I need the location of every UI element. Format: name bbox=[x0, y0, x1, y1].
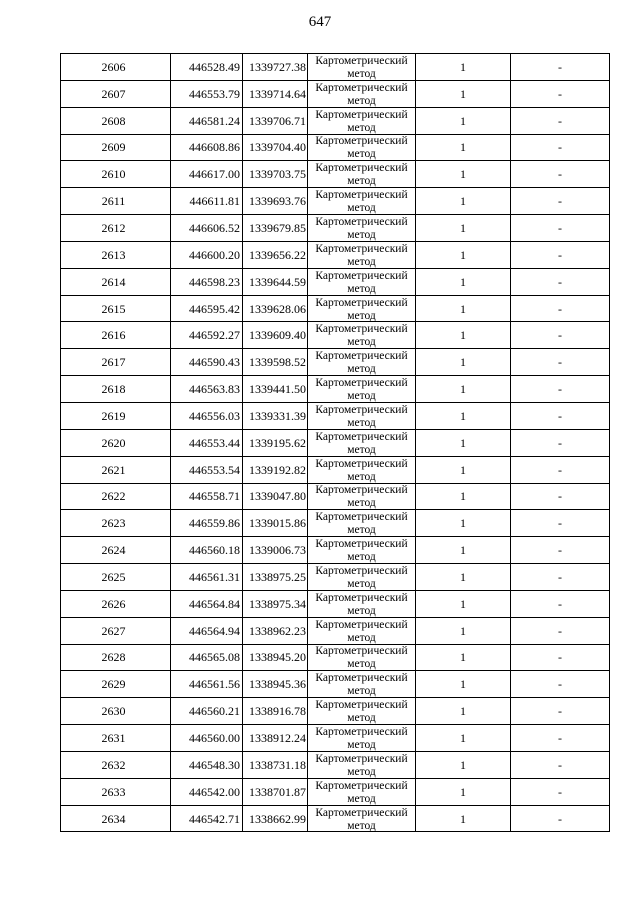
note-cell: - bbox=[511, 134, 610, 161]
note-cell: - bbox=[511, 349, 610, 376]
method-text-line2: метод bbox=[347, 443, 376, 456]
method-text-line1: Картометрический bbox=[315, 457, 408, 470]
method-cell bbox=[308, 456, 416, 483]
point-number-cell: 2617 bbox=[61, 349, 171, 376]
method-cell bbox=[308, 564, 416, 591]
x-coordinate-cell: 446608.86 bbox=[171, 134, 243, 161]
y-coordinate-cell: 1339609.40 bbox=[243, 322, 308, 349]
point-number-cell: 2616 bbox=[61, 322, 171, 349]
accuracy-cell: 1 bbox=[416, 349, 511, 376]
method-text-line2: метод bbox=[347, 94, 376, 107]
table-row bbox=[61, 268, 610, 295]
table-row bbox=[61, 241, 610, 268]
method-cell bbox=[308, 54, 416, 81]
method-text-line2: метод bbox=[347, 67, 376, 80]
accuracy-cell: 1 bbox=[416, 671, 511, 698]
method-text-line1: Картометрический bbox=[315, 645, 408, 658]
method-cell bbox=[308, 698, 416, 725]
method-text-line1: Картометрический bbox=[315, 752, 408, 765]
accuracy-cell: 1 bbox=[416, 590, 511, 617]
y-coordinate-cell: 1339628.06 bbox=[243, 295, 308, 322]
accuracy-cell: 1 bbox=[416, 376, 511, 403]
method-text-line2: метод bbox=[347, 551, 376, 564]
x-coordinate-cell: 446548.30 bbox=[171, 751, 243, 778]
table-row bbox=[61, 537, 610, 564]
method-text-line2: метод bbox=[347, 577, 376, 590]
page-number: 647 bbox=[308, 14, 332, 30]
note-cell: - bbox=[511, 295, 610, 322]
accuracy-cell: 1 bbox=[416, 537, 511, 564]
point-number-cell: 2630 bbox=[61, 698, 171, 725]
note-cell: - bbox=[511, 644, 610, 671]
method-text-line2: метод bbox=[347, 470, 376, 483]
x-coordinate-cell: 446559.86 bbox=[171, 510, 243, 537]
accuracy-cell: 1 bbox=[416, 161, 511, 188]
point-number-cell: 2625 bbox=[61, 564, 171, 591]
table-row bbox=[61, 188, 610, 215]
method-cell bbox=[308, 805, 416, 832]
y-coordinate-cell: 1338945.36 bbox=[243, 671, 308, 698]
method-cell bbox=[308, 161, 416, 188]
method-text-line1: Картометрический bbox=[315, 564, 408, 577]
method-text-line2: метод bbox=[347, 765, 376, 778]
point-number-cell: 2609 bbox=[61, 134, 171, 161]
method-text-line1: Картометрический bbox=[315, 430, 408, 443]
note-cell: - bbox=[511, 241, 610, 268]
table-row bbox=[61, 805, 610, 832]
table-row bbox=[61, 161, 610, 188]
point-number-cell: 2620 bbox=[61, 429, 171, 456]
point-number-cell: 2632 bbox=[61, 751, 171, 778]
table-row bbox=[61, 590, 610, 617]
note-cell: - bbox=[511, 107, 610, 134]
x-coordinate-cell: 446553.44 bbox=[171, 429, 243, 456]
method-cell bbox=[308, 215, 416, 242]
method-cell bbox=[308, 617, 416, 644]
y-coordinate-cell: 1339047.80 bbox=[243, 483, 308, 510]
method-text-line2: метод bbox=[347, 255, 376, 268]
method-text-line1: Картометрический bbox=[315, 699, 408, 712]
y-coordinate-cell: 1339195.62 bbox=[243, 429, 308, 456]
method-text-line2: метод bbox=[347, 631, 376, 644]
x-coordinate-cell: 446553.79 bbox=[171, 80, 243, 107]
method-text-line2: метод bbox=[347, 739, 376, 752]
point-number-cell: 2631 bbox=[61, 725, 171, 752]
table-row bbox=[61, 751, 610, 778]
method-cell bbox=[308, 376, 416, 403]
method-text-line1: Картометрический bbox=[315, 242, 408, 255]
method-cell bbox=[308, 134, 416, 161]
method-text-line1: Картометрический bbox=[315, 511, 408, 524]
x-coordinate-cell: 446598.23 bbox=[171, 268, 243, 295]
method-text-line2: метод bbox=[347, 175, 376, 188]
method-text-line1: Картометрический bbox=[315, 484, 408, 497]
point-number-cell: 2615 bbox=[61, 295, 171, 322]
accuracy-cell: 1 bbox=[416, 617, 511, 644]
method-text-line1: Картометрический bbox=[315, 806, 408, 819]
note-cell: - bbox=[511, 456, 610, 483]
y-coordinate-cell: 1339693.76 bbox=[243, 188, 308, 215]
y-coordinate-cell: 1339192.82 bbox=[243, 456, 308, 483]
accuracy-cell: 1 bbox=[416, 241, 511, 268]
method-text-line2: метод bbox=[347, 658, 376, 671]
method-text-line1: Картометрический bbox=[315, 54, 408, 67]
x-coordinate-cell: 446560.00 bbox=[171, 725, 243, 752]
y-coordinate-cell: 1338662.99 bbox=[243, 805, 308, 832]
method-cell bbox=[308, 107, 416, 134]
note-cell: - bbox=[511, 161, 610, 188]
point-number-cell: 2624 bbox=[61, 537, 171, 564]
method-cell bbox=[308, 483, 416, 510]
accuracy-cell: 1 bbox=[416, 778, 511, 805]
table-row bbox=[61, 107, 610, 134]
method-text-line1: Картометрический bbox=[315, 215, 408, 228]
note-cell: - bbox=[511, 617, 610, 644]
table-row bbox=[61, 698, 610, 725]
y-coordinate-cell: 1338975.25 bbox=[243, 564, 308, 591]
point-number-cell: 2629 bbox=[61, 671, 171, 698]
note-cell: - bbox=[511, 805, 610, 832]
method-cell bbox=[308, 725, 416, 752]
table-row bbox=[61, 510, 610, 537]
point-number-cell: 2607 bbox=[61, 80, 171, 107]
accuracy-cell: 1 bbox=[416, 54, 511, 81]
method-text-line1: Картометрический bbox=[315, 296, 408, 309]
y-coordinate-cell: 1339598.52 bbox=[243, 349, 308, 376]
method-cell bbox=[308, 402, 416, 429]
y-coordinate-cell: 1339006.73 bbox=[243, 537, 308, 564]
note-cell: - bbox=[511, 215, 610, 242]
x-coordinate-cell: 446564.84 bbox=[171, 590, 243, 617]
method-text-line2: метод bbox=[347, 604, 376, 617]
note-cell: - bbox=[511, 188, 610, 215]
method-text-line2: метод bbox=[347, 363, 376, 376]
point-number-cell: 2606 bbox=[61, 54, 171, 81]
method-cell bbox=[308, 644, 416, 671]
table-row bbox=[61, 429, 610, 456]
x-coordinate-cell: 446606.52 bbox=[171, 215, 243, 242]
method-text-line2: метод bbox=[347, 685, 376, 698]
note-cell: - bbox=[511, 402, 610, 429]
table-row bbox=[61, 215, 610, 242]
point-number-cell: 2633 bbox=[61, 778, 171, 805]
x-coordinate-cell: 446600.20 bbox=[171, 241, 243, 268]
note-cell: - bbox=[511, 564, 610, 591]
table-row bbox=[61, 134, 610, 161]
method-text-line1: Картометрический bbox=[315, 591, 408, 604]
method-cell bbox=[308, 295, 416, 322]
x-coordinate-cell: 446560.21 bbox=[171, 698, 243, 725]
method-text-line2: метод bbox=[347, 282, 376, 295]
note-cell: - bbox=[511, 537, 610, 564]
x-coordinate-cell: 446565.08 bbox=[171, 644, 243, 671]
point-number-cell: 2612 bbox=[61, 215, 171, 242]
method-text-line2: метод bbox=[347, 148, 376, 161]
x-coordinate-cell: 446590.43 bbox=[171, 349, 243, 376]
note-cell: - bbox=[511, 510, 610, 537]
method-text-line2: метод bbox=[347, 819, 376, 832]
method-cell bbox=[308, 241, 416, 268]
x-coordinate-cell: 446581.24 bbox=[171, 107, 243, 134]
accuracy-cell: 1 bbox=[416, 644, 511, 671]
method-text-line1: Картометрический bbox=[315, 618, 408, 631]
point-number-cell: 2613 bbox=[61, 241, 171, 268]
y-coordinate-cell: 1339441.50 bbox=[243, 376, 308, 403]
accuracy-cell: 1 bbox=[416, 322, 511, 349]
table-row bbox=[61, 80, 610, 107]
point-number-cell: 2626 bbox=[61, 590, 171, 617]
y-coordinate-cell: 1339703.75 bbox=[243, 161, 308, 188]
x-coordinate-cell: 446528.49 bbox=[171, 54, 243, 81]
method-cell bbox=[308, 590, 416, 617]
accuracy-cell: 1 bbox=[416, 268, 511, 295]
y-coordinate-cell: 1338975.34 bbox=[243, 590, 308, 617]
accuracy-cell: 1 bbox=[416, 134, 511, 161]
method-cell bbox=[308, 751, 416, 778]
method-text-line1: Картометрический bbox=[315, 538, 408, 551]
accuracy-cell: 1 bbox=[416, 402, 511, 429]
y-coordinate-cell: 1339704.40 bbox=[243, 134, 308, 161]
accuracy-cell: 1 bbox=[416, 751, 511, 778]
x-coordinate-cell: 446617.00 bbox=[171, 161, 243, 188]
accuracy-cell: 1 bbox=[416, 188, 511, 215]
x-coordinate-cell: 446558.71 bbox=[171, 483, 243, 510]
x-coordinate-cell: 446542.00 bbox=[171, 778, 243, 805]
accuracy-cell: 1 bbox=[416, 483, 511, 510]
point-number-cell: 2634 bbox=[61, 805, 171, 832]
coordinates-table bbox=[60, 53, 610, 832]
accuracy-cell: 1 bbox=[416, 429, 511, 456]
method-text-line1: Картометрический bbox=[315, 323, 408, 336]
accuracy-cell: 1 bbox=[416, 698, 511, 725]
point-number-cell: 2610 bbox=[61, 161, 171, 188]
method-text-line2: метод bbox=[347, 712, 376, 725]
method-text-line1: Картометрический bbox=[315, 779, 408, 792]
method-text-line2: метод bbox=[347, 228, 376, 241]
x-coordinate-cell: 446542.71 bbox=[171, 805, 243, 832]
x-coordinate-cell: 446563.83 bbox=[171, 376, 243, 403]
x-coordinate-cell: 446592.27 bbox=[171, 322, 243, 349]
table-row bbox=[61, 644, 610, 671]
y-coordinate-cell: 1339679.85 bbox=[243, 215, 308, 242]
method-cell bbox=[308, 80, 416, 107]
note-cell: - bbox=[511, 590, 610, 617]
y-coordinate-cell: 1339727.38 bbox=[243, 54, 308, 81]
y-coordinate-cell: 1338962.23 bbox=[243, 617, 308, 644]
point-number-cell: 2623 bbox=[61, 510, 171, 537]
note-cell: - bbox=[511, 671, 610, 698]
method-cell bbox=[308, 671, 416, 698]
method-text-line2: метод bbox=[347, 416, 376, 429]
method-text-line1: Картометрический bbox=[315, 377, 408, 390]
method-text-line2: метод bbox=[347, 497, 376, 510]
point-number-cell: 2622 bbox=[61, 483, 171, 510]
note-cell: - bbox=[511, 80, 610, 107]
method-text-line2: метод bbox=[347, 309, 376, 322]
method-text-line1: Картометрический bbox=[315, 81, 408, 94]
table-row bbox=[61, 564, 610, 591]
point-number-cell: 2618 bbox=[61, 376, 171, 403]
method-cell bbox=[308, 429, 416, 456]
point-number-cell: 2619 bbox=[61, 402, 171, 429]
x-coordinate-cell: 446553.54 bbox=[171, 456, 243, 483]
accuracy-cell: 1 bbox=[416, 80, 511, 107]
y-coordinate-cell: 1338701.87 bbox=[243, 778, 308, 805]
note-cell: - bbox=[511, 725, 610, 752]
y-coordinate-cell: 1339656.22 bbox=[243, 241, 308, 268]
accuracy-cell: 1 bbox=[416, 456, 511, 483]
point-number-cell: 2621 bbox=[61, 456, 171, 483]
note-cell: - bbox=[511, 483, 610, 510]
accuracy-cell: 1 bbox=[416, 107, 511, 134]
method-text-line1: Картометрический bbox=[315, 350, 408, 363]
note-cell: - bbox=[511, 54, 610, 81]
y-coordinate-cell: 1339331.39 bbox=[243, 402, 308, 429]
method-cell bbox=[308, 537, 416, 564]
method-cell bbox=[308, 322, 416, 349]
accuracy-cell: 1 bbox=[416, 215, 511, 242]
method-cell bbox=[308, 349, 416, 376]
method-text-line2: метод bbox=[347, 121, 376, 134]
accuracy-cell: 1 bbox=[416, 510, 511, 537]
point-number-cell: 2608 bbox=[61, 107, 171, 134]
x-coordinate-cell: 446560.18 bbox=[171, 537, 243, 564]
method-text-line2: метод bbox=[347, 202, 376, 215]
note-cell: - bbox=[511, 376, 610, 403]
method-text-line2: метод bbox=[347, 390, 376, 403]
method-text-line1: Картометрический bbox=[315, 726, 408, 739]
x-coordinate-cell: 446611.81 bbox=[171, 188, 243, 215]
table-row bbox=[61, 671, 610, 698]
y-coordinate-cell: 1339015.86 bbox=[243, 510, 308, 537]
method-text-line1: Картометрический bbox=[315, 135, 408, 148]
y-coordinate-cell: 1338945.20 bbox=[243, 644, 308, 671]
accuracy-cell: 1 bbox=[416, 805, 511, 832]
x-coordinate-cell: 446556.03 bbox=[171, 402, 243, 429]
table-row bbox=[61, 349, 610, 376]
method-text-line2: метод bbox=[347, 336, 376, 349]
note-cell: - bbox=[511, 751, 610, 778]
accuracy-cell: 1 bbox=[416, 725, 511, 752]
y-coordinate-cell: 1339644.59 bbox=[243, 268, 308, 295]
note-cell: - bbox=[511, 778, 610, 805]
table-row bbox=[61, 617, 610, 644]
x-coordinate-cell: 446564.94 bbox=[171, 617, 243, 644]
y-coordinate-cell: 1338731.18 bbox=[243, 751, 308, 778]
x-coordinate-cell: 446595.42 bbox=[171, 295, 243, 322]
method-text-line1: Картометрический bbox=[315, 672, 408, 685]
table-row bbox=[61, 456, 610, 483]
point-number-cell: 2628 bbox=[61, 644, 171, 671]
point-number-cell: 2611 bbox=[61, 188, 171, 215]
table-row bbox=[61, 778, 610, 805]
method-text-line2: метод bbox=[347, 524, 376, 537]
table-row bbox=[61, 725, 610, 752]
point-number-cell: 2627 bbox=[61, 617, 171, 644]
y-coordinate-cell: 1338912.24 bbox=[243, 725, 308, 752]
table-row bbox=[61, 376, 610, 403]
method-cell bbox=[308, 188, 416, 215]
method-cell bbox=[308, 778, 416, 805]
method-cell bbox=[308, 510, 416, 537]
x-coordinate-cell: 446561.31 bbox=[171, 564, 243, 591]
note-cell: - bbox=[511, 322, 610, 349]
y-coordinate-cell: 1339714.64 bbox=[243, 80, 308, 107]
note-cell: - bbox=[511, 268, 610, 295]
table-row bbox=[61, 402, 610, 429]
method-text-line2: метод bbox=[347, 792, 376, 805]
note-cell: - bbox=[511, 698, 610, 725]
method-text-line1: Картометрический bbox=[315, 162, 408, 175]
accuracy-cell: 1 bbox=[416, 295, 511, 322]
accuracy-cell: 1 bbox=[416, 564, 511, 591]
method-text-line1: Картометрический bbox=[315, 269, 408, 282]
y-coordinate-cell: 1338916.78 bbox=[243, 698, 308, 725]
table-row bbox=[61, 54, 610, 81]
table-row bbox=[61, 322, 610, 349]
method-text-line1: Картометрический bbox=[315, 189, 408, 202]
method-text-line1: Картометрический bbox=[315, 403, 408, 416]
method-cell bbox=[308, 268, 416, 295]
x-coordinate-cell: 446561.56 bbox=[171, 671, 243, 698]
table-row bbox=[61, 483, 610, 510]
y-coordinate-cell: 1339706.71 bbox=[243, 107, 308, 134]
note-cell: - bbox=[511, 429, 610, 456]
coordinates-table-body bbox=[61, 54, 610, 832]
method-text-line1: Картометрический bbox=[315, 108, 408, 121]
table-row bbox=[61, 295, 610, 322]
point-number-cell: 2614 bbox=[61, 268, 171, 295]
